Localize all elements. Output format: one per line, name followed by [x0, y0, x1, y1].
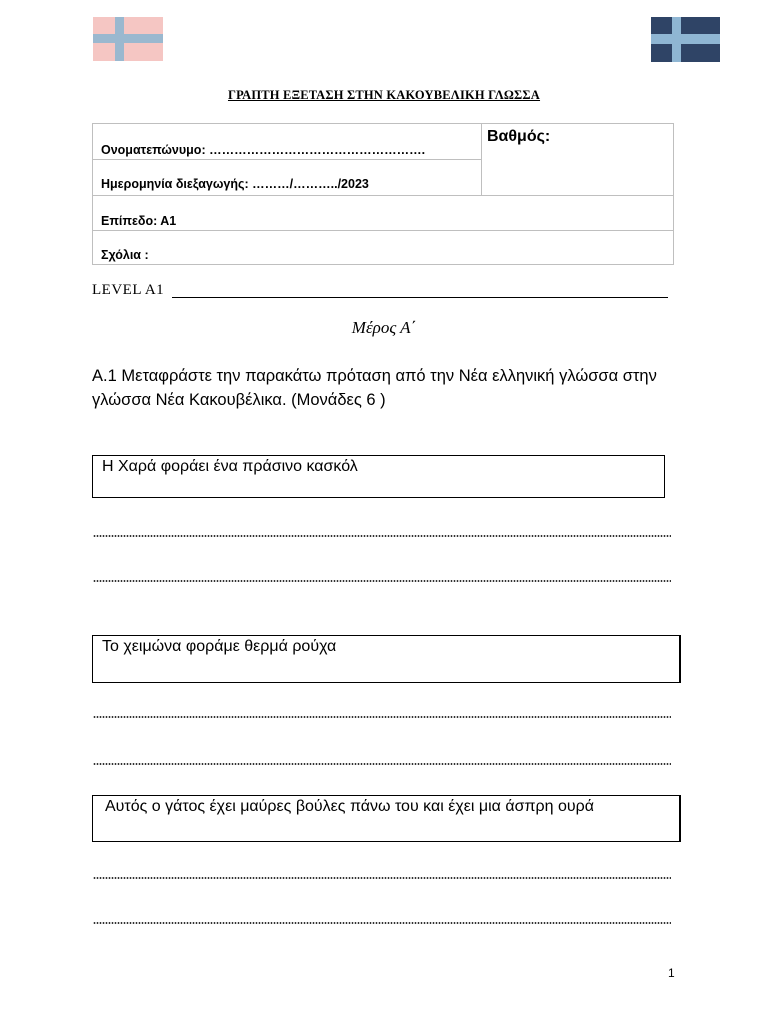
answer-line[interactable] [93, 877, 671, 879]
sentence-box-3 [92, 795, 681, 842]
table-divider [93, 195, 673, 196]
sentence-text: Αυτός ο γάτος έχει μαύρες βούλες πάνω του και έχει μια άσπρη ουρά [105, 798, 594, 815]
name-field-label: Ονοματεπώνυμο: ……………………………………………. [101, 143, 426, 157]
answer-line[interactable] [93, 763, 671, 765]
comments-field-label: Σχόλια : [101, 248, 149, 262]
grade-label: Βαθμός: [487, 128, 551, 145]
date-field-label: Ημερομηνία διεξαγωγής: ………/………../2023 [101, 177, 369, 191]
sentence-text: Το χειμώνα φοράμε θερμά ρούχα [102, 638, 337, 655]
flag-cross-horizontal [93, 34, 163, 43]
sentence-box-1 [92, 455, 665, 498]
table-divider [93, 230, 673, 231]
flag-cross-horizontal [651, 34, 720, 44]
answer-line[interactable] [93, 535, 671, 537]
part-heading: Μέρος Α΄ [351, 318, 417, 337]
table-column-divider [481, 124, 482, 196]
flag-right-icon [651, 17, 720, 62]
level-field-label: Επίπεδο: Α1 [101, 214, 177, 228]
student-info-table [92, 123, 674, 265]
level-underline [172, 297, 668, 298]
question-instruction: Α.1 Μεταφράστε την παρακάτω πρόταση από την Νέα ελληνική γλώσσα στην γλώσσα Νέα Κακουβέλικα. (Μονάδες 6 ) [92, 367, 657, 409]
level-heading: LEVEL A1 [92, 282, 165, 298]
answer-line[interactable] [93, 922, 671, 924]
page-number: 1 [668, 966, 675, 980]
sentence-box-2 [92, 635, 681, 683]
flag-left-icon [93, 17, 163, 61]
answer-line[interactable] [93, 716, 671, 718]
table-divider [93, 159, 481, 160]
sentence-text: Η Χαρά φοράει ένα πράσινο κασκόλ [102, 458, 358, 475]
answer-line[interactable] [93, 580, 671, 582]
exam-title: ΓΡΑΠΤΗ ΕΞΕΤΑΣΗ ΣΤΗΝ ΚΑΚΟΥΒΕΛΙΚΗ ΓΛΩΣΣΑ [227, 88, 541, 102]
